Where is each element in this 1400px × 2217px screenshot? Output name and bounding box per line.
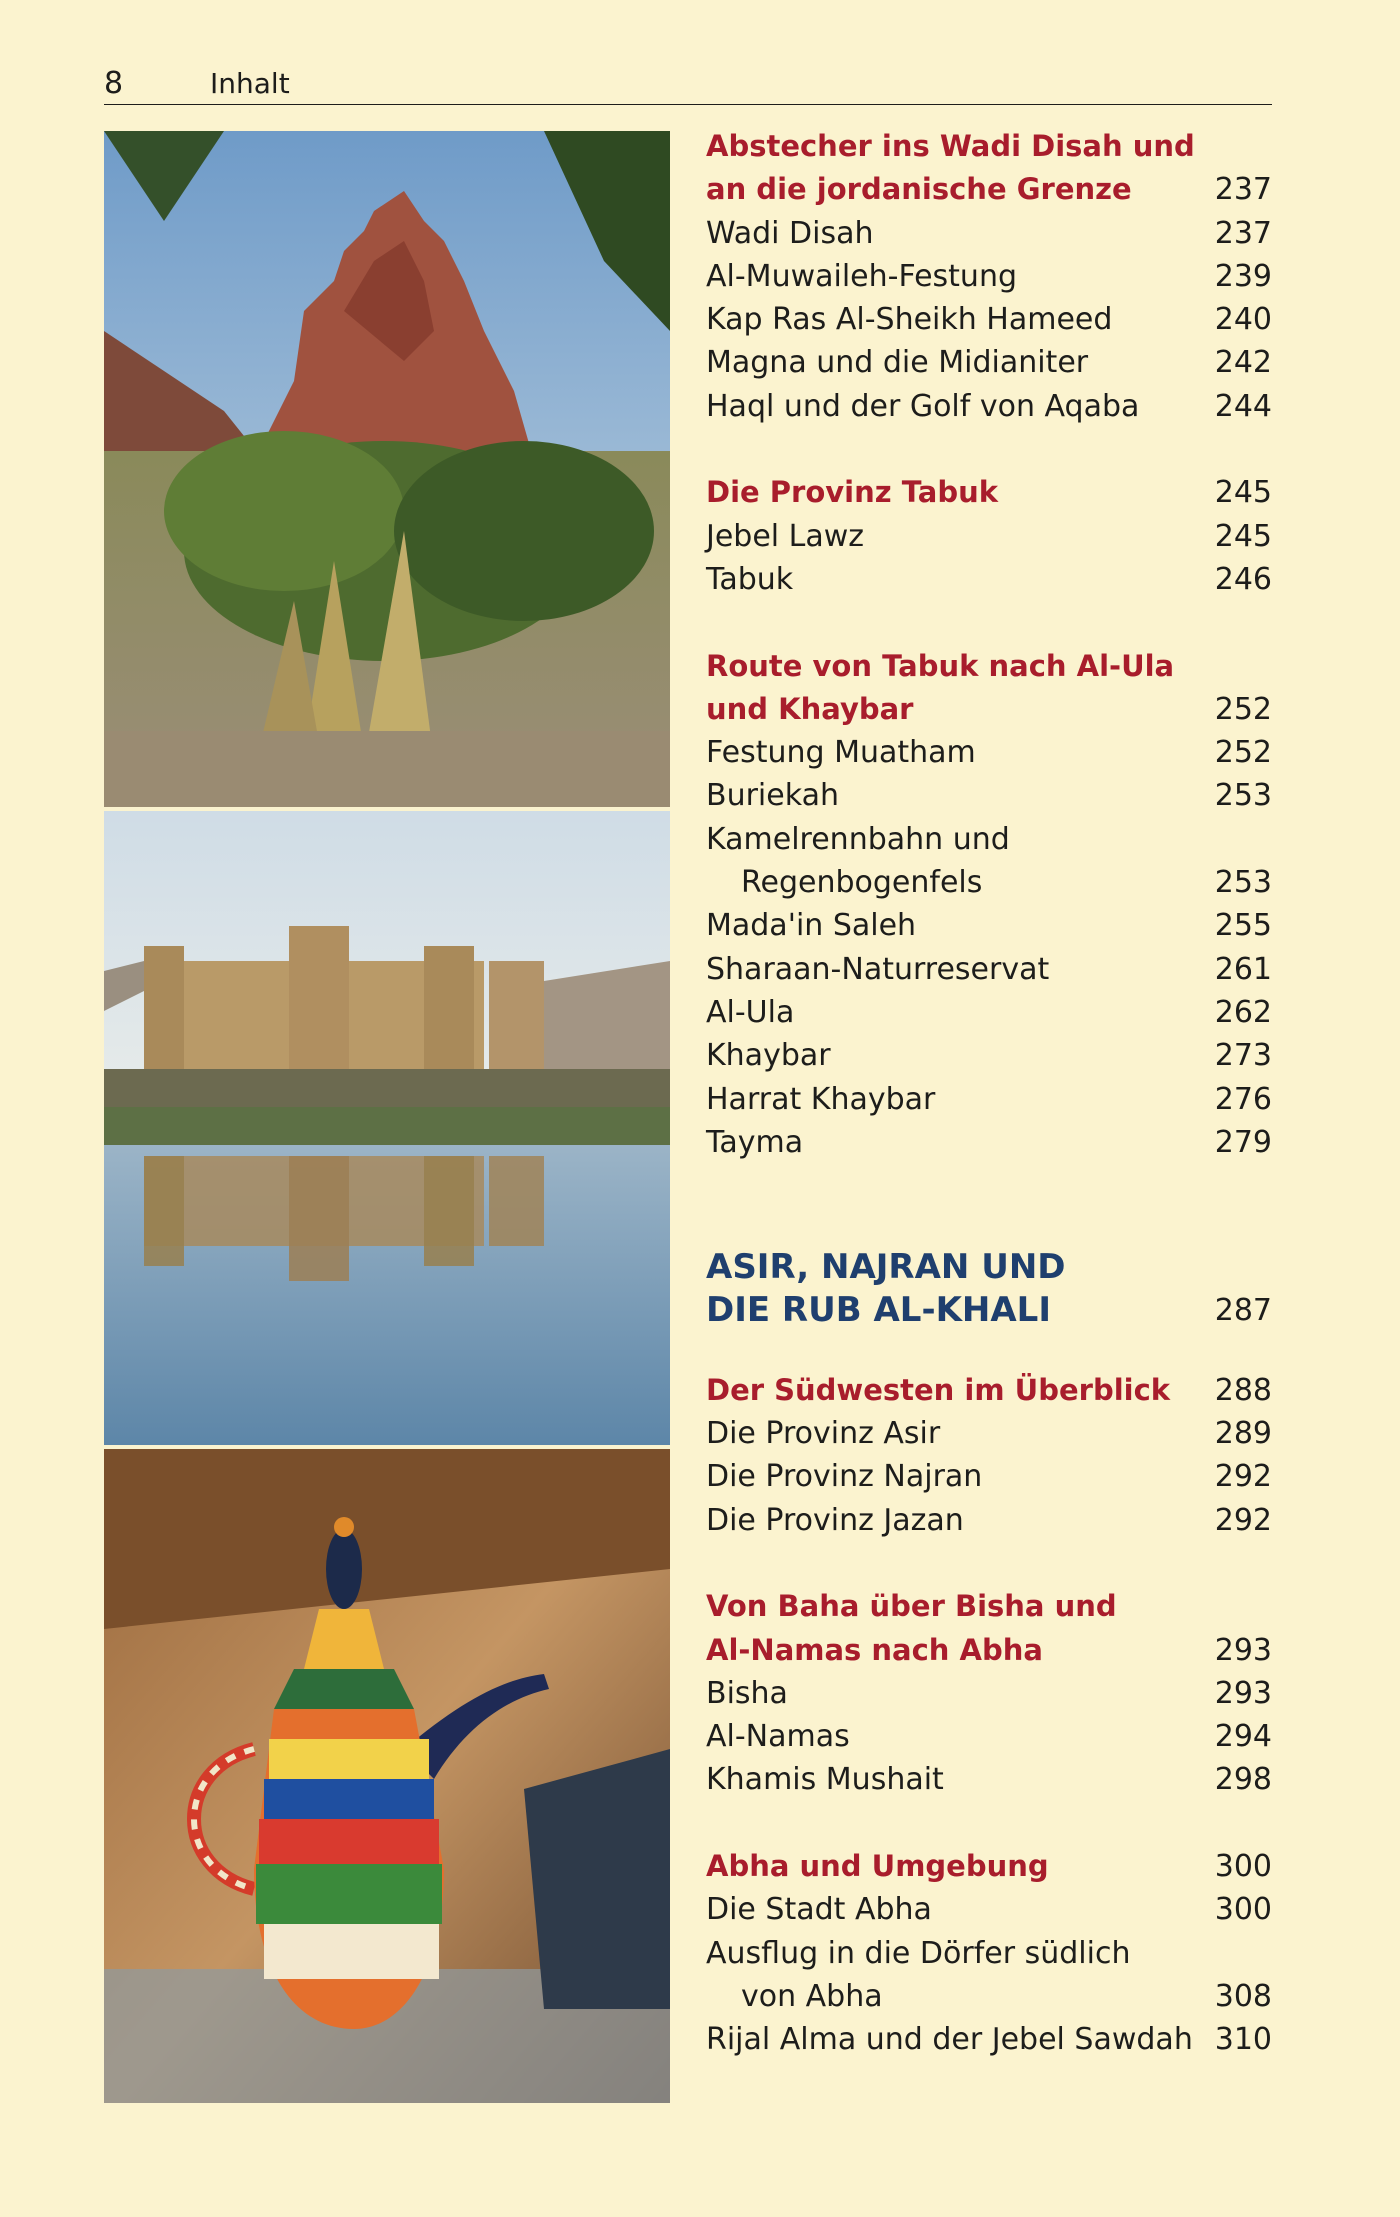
toc-entry[interactable]: Wadi Disah 237 xyxy=(706,212,1272,255)
toc-entry[interactable]: Die Stadt Abha 300 xyxy=(706,1888,1272,1931)
toc-page: 289 xyxy=(1214,1416,1272,1452)
toc-page: 308 xyxy=(1214,1978,1272,2014)
toc-page: 300 xyxy=(1214,1892,1272,1928)
toc-page: 310 xyxy=(1214,2022,1272,2058)
toc-page: 252 xyxy=(1214,735,1272,771)
running-title: Inhalt xyxy=(210,67,290,100)
toc-page: 240 xyxy=(1214,302,1272,338)
toc-entry[interactable]: Kamelrennbahn und xyxy=(706,821,1010,857)
toc-entry[interactable]: Tabuk 246 xyxy=(706,558,1272,601)
toc-section-heading[interactable]: an die jordanische Grenze 237 xyxy=(706,168,1272,211)
toc-page: 253 xyxy=(1214,865,1272,901)
toc-entry[interactable]: Al-Ula 262 xyxy=(706,991,1272,1034)
toc-page: 292 xyxy=(1214,1502,1272,1538)
toc-page: 246 xyxy=(1214,561,1272,597)
toc-chapter-heading[interactable]: DIE RUB AL-KHALI 287 xyxy=(706,1289,1272,1332)
toc-entry[interactable]: Buriekah 253 xyxy=(706,774,1272,817)
toc-page: 300 xyxy=(1214,1848,1272,1884)
toc-page: 298 xyxy=(1214,1762,1272,1798)
toc-entry[interactable]: Khamis Mushait 298 xyxy=(706,1758,1272,1801)
toc-section-heading[interactable]: Die Provinz Tabuk 245 xyxy=(706,471,1272,514)
toc-entry[interactable]: Mada'in Saleh 255 xyxy=(706,904,1272,947)
toc-entry[interactable]: Die Provinz Jazan 292 xyxy=(706,1499,1272,1542)
toc-entry[interactable]: Magna und die Midianiter 242 xyxy=(706,341,1272,384)
toc-section-heading[interactable]: Von Baha über Bisha und xyxy=(706,1589,1117,1624)
toc-section-heading[interactable]: Abstecher ins Wadi Disah und xyxy=(706,129,1195,163)
toc-section-heading[interactable]: Der Südwesten im Überblick 288 xyxy=(706,1369,1272,1412)
toc-page: 288 xyxy=(1214,1372,1272,1408)
toc-page: 293 xyxy=(1214,1632,1272,1668)
toc-section-heading[interactable]: und Khaybar 252 xyxy=(706,688,1272,731)
toc-entry[interactable]: Ausflug in die Dörfer südlich xyxy=(706,1935,1131,1971)
toc-page: 294 xyxy=(1214,1719,1272,1755)
toc-section-heading[interactable]: Al-Namas nach Abha 293 xyxy=(706,1629,1272,1672)
toc-entry[interactable]: Die Provinz Najran 292 xyxy=(706,1455,1272,1498)
toc-entry[interactable]: Regenbogenfels 253 xyxy=(706,861,1272,904)
table-of-contents xyxy=(706,125,1272,2061)
toc-entry[interactable]: von Abha 308 xyxy=(706,1975,1272,2018)
toc-entry[interactable]: Tayma 279 xyxy=(706,1121,1272,1164)
page-header xyxy=(104,62,1272,105)
toc-page: 252 xyxy=(1214,691,1272,727)
toc-entry[interactable]: Harrat Khaybar 276 xyxy=(706,1078,1272,1121)
toc-section-heading[interactable]: Abha und Umgebung 300 xyxy=(706,1845,1272,1888)
toc-entry[interactable]: Sharaan-Naturreservat 261 xyxy=(706,948,1272,991)
toc-page: 244 xyxy=(1214,388,1272,424)
toc-entry[interactable]: Kap Ras Al-Sheikh Hameed 240 xyxy=(706,298,1272,341)
photo-column xyxy=(104,131,670,2103)
toc-entry[interactable]: Die Provinz Asir 289 xyxy=(706,1412,1272,1455)
toc-page: 253 xyxy=(1214,778,1272,814)
toc-section-heading[interactable]: Route von Tabuk nach Al-Ula xyxy=(706,648,1175,683)
toc-entry[interactable]: Haql und der Golf von Aqaba 244 xyxy=(706,385,1272,428)
oasis-photo xyxy=(104,131,670,807)
toc-page: 255 xyxy=(1214,908,1272,944)
coffee-pot-photo xyxy=(104,1449,670,2103)
toc-entry[interactable]: Festung Muatham 252 xyxy=(706,731,1272,774)
toc-entry[interactable]: Jebel Lawz 245 xyxy=(706,515,1272,558)
toc-page: 292 xyxy=(1214,1459,1272,1495)
toc-page: 245 xyxy=(1214,518,1272,554)
toc-page: 293 xyxy=(1214,1675,1272,1711)
toc-page: 237 xyxy=(1214,215,1272,251)
toc-entry[interactable]: Al-Namas 294 xyxy=(706,1715,1272,1758)
toc-entry[interactable]: Rijal Alma und der Jebel Sawdah 310 xyxy=(706,2018,1272,2061)
toc-entry[interactable]: Bisha 293 xyxy=(706,1672,1272,1715)
page-number: 8 xyxy=(104,66,124,101)
toc-chapter-heading[interactable]: ASIR, NAJRAN UND xyxy=(706,1247,1066,1288)
toc-page: 239 xyxy=(1214,258,1272,294)
toc-entry[interactable]: Khaybar 273 xyxy=(706,1034,1272,1077)
fortress-photo xyxy=(104,811,670,1445)
toc-page: 287 xyxy=(1214,1293,1272,1329)
toc-page: 261 xyxy=(1214,951,1272,987)
toc-page: 245 xyxy=(1214,475,1272,511)
toc-page: 262 xyxy=(1214,994,1272,1030)
toc-page: 242 xyxy=(1214,345,1272,381)
toc-entry[interactable]: Al-Muwaileh-Festung 239 xyxy=(706,255,1272,298)
toc-page: 276 xyxy=(1214,1081,1272,1117)
toc-page: 273 xyxy=(1214,1038,1272,1074)
toc-page: 237 xyxy=(1214,172,1272,208)
toc-page: 279 xyxy=(1214,1124,1272,1160)
